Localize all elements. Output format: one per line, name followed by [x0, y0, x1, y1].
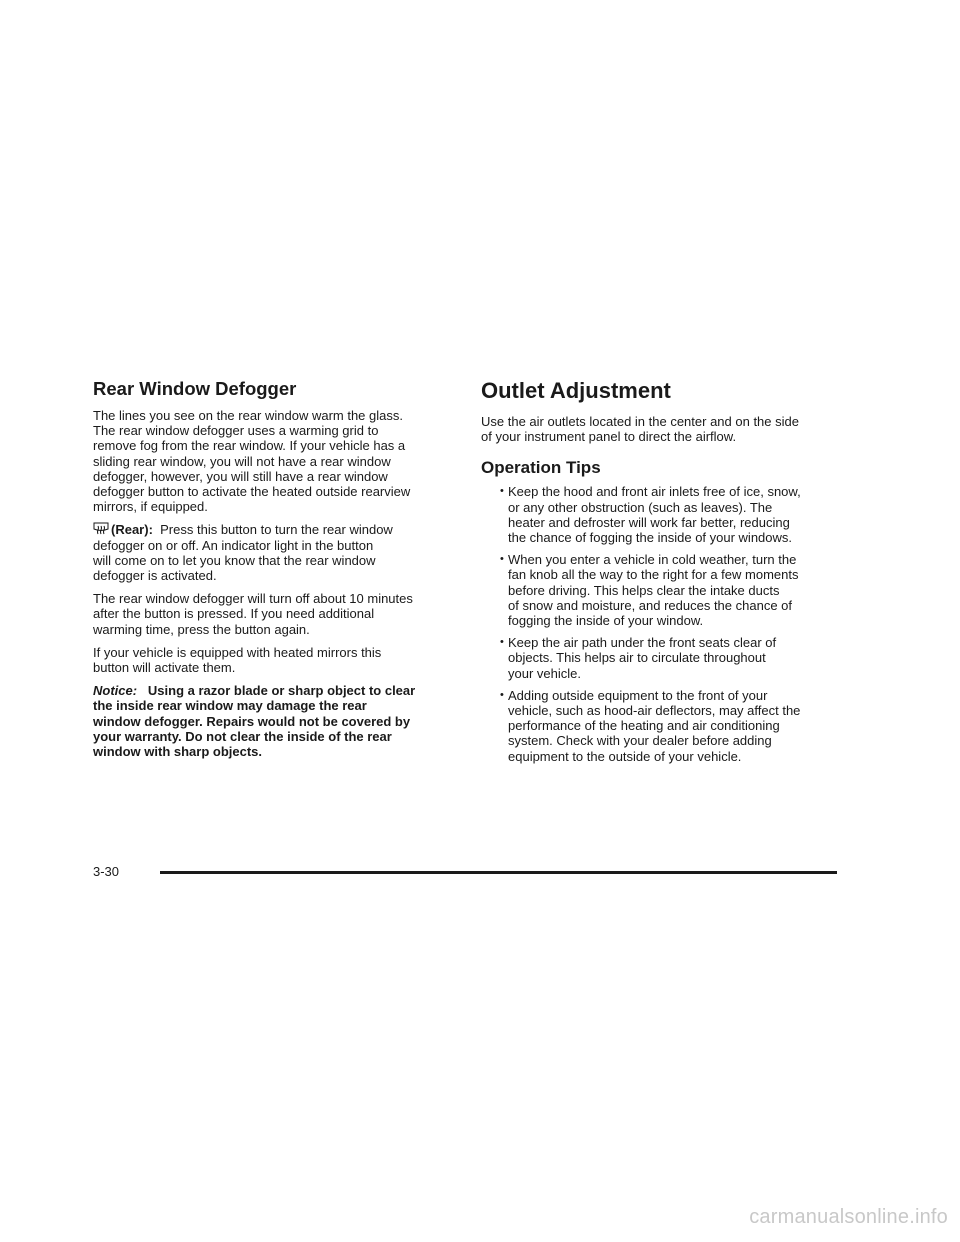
list-item: • Keep the hood and front air inlets free of ice, snow, or any other obstruction (such as leaves). The heater and defroster will work far better, reducing the chance of fogging the inside of your windows. [500, 484, 801, 546]
bullet-icon: • [500, 636, 504, 649]
bullet-icon: • [500, 688, 504, 701]
watermark: carmanualsonline.info [749, 1206, 948, 1228]
notice-first-line: Using a razor blade or sharp object to clear [147, 683, 416, 699]
list-item: • Adding outside equipment to the front of your vehicle, such as hood-air deflectors, may affect the performance of the heating and air conditioning system. Check with your dealer before adding equipment to the outside of your vehicle. [500, 687, 801, 764]
rear-text-first-line: Press this button to turn the rear window [160, 522, 393, 538]
rear-defogger-icon [93, 522, 109, 536]
bullet-icon: • [500, 485, 504, 498]
outlet-adjustment-section [481, 378, 846, 771]
bullet-icon: • [500, 553, 504, 566]
defogger-intro-paragraph: The lines you see on the rear window warm the glass. The rear window defogger uses a warming grid to remove fog from the rear window. If your vehicle has a sliding rear window, you will not have a rear window defogger, however, you will still have a rear window defogger button to activate the heated outside rearview mirrors, if equipped. [93, 408, 411, 515]
notice-paragraph [93, 683, 458, 759]
heated-mirrors-paragraph: If your vehicle is equipped with heated mirrors this button will activate them. [93, 644, 382, 676]
notice-rest: the inside rear window may damage the rear window defogger. Repairs would not be covered by your warranty. Do not clear the inside of the rear window with sharp objects. [93, 698, 411, 760]
section-heading: Outlet Adjustment [481, 378, 671, 403]
operation-tips-list [481, 484, 846, 763]
operation-tips-heading: Operation Tips [481, 458, 601, 478]
rear-label: (Rear): [111, 522, 153, 538]
rear-window-defogger-section [93, 378, 458, 767]
outlet-intro-paragraph: Use the air outlets located in the center and on the side of your instrument panel to direct the airflow. [481, 414, 799, 445]
page-number: 3-30 [93, 864, 120, 879]
rear-button-paragraph [93, 522, 458, 583]
list-item: • When you enter a vehicle in cold weather, turn the fan knob all the way to the right for a few moments before driving. This helps clear the intake ducts of snow and moisture, and reduces the chance of fogging the inside of your window. [500, 552, 799, 629]
section-heading: Rear Window Defogger [93, 378, 297, 399]
footer-rule [160, 871, 837, 874]
auto-off-paragraph: The rear window defogger will turn off about 10 minutes after the button is pressed. If you need additional warming time, press the button again. [93, 591, 413, 637]
list-item: • Keep the air path under the front seats clear of objects. This helps air to circulate throughout your vehicle. [500, 635, 777, 681]
notice-label: Notice: [93, 683, 138, 699]
rear-text-rest: defogger on or off. An indicator light in the button will come on to let you know that the rear window defogger is activated. [93, 537, 376, 584]
